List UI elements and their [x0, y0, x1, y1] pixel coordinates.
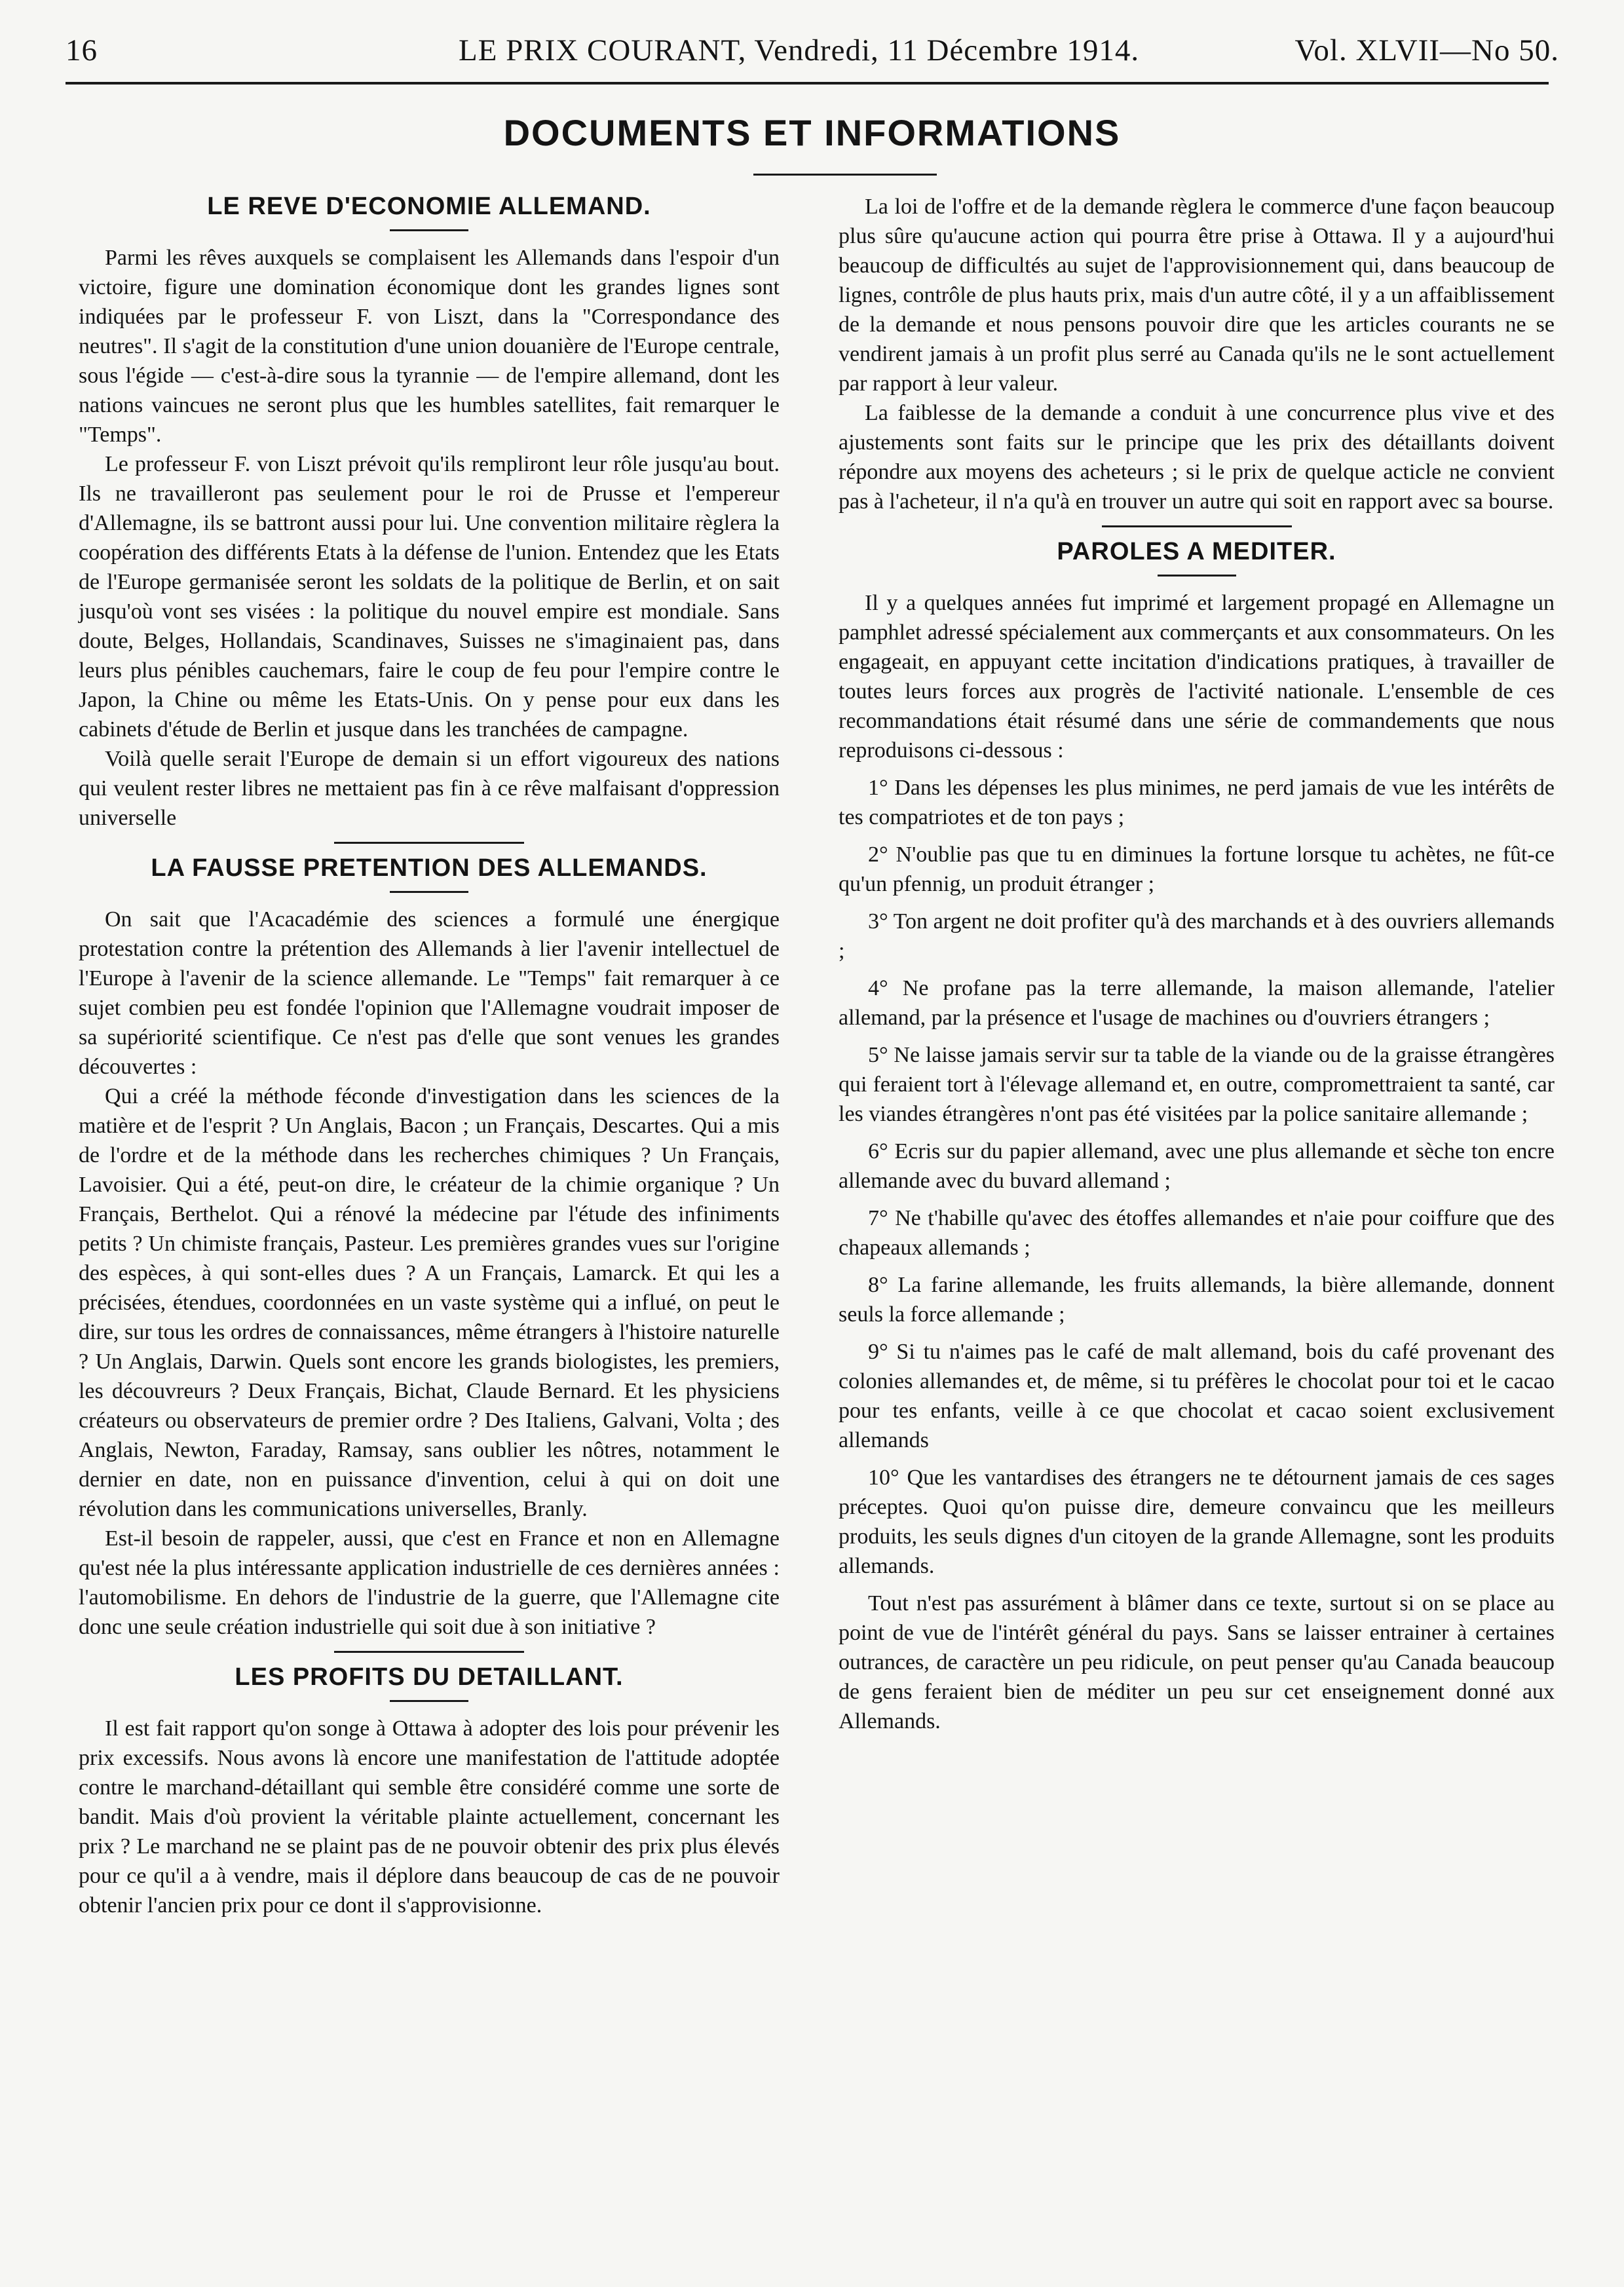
- commandment-item: 4° Ne profane pas la terre allemande, la maison allemande, l'atelier allemand, par la présence et l'usage de machines ou d'ouvriers étrangers ;: [839, 976, 1555, 1030]
- page-number: 16: [66, 33, 98, 67]
- commandment-item: 8° La farine allemande, les fruits allemands, la bière allemande, donnent seuls la force allemande ;: [839, 1273, 1555, 1327]
- article-paragraph: Qui a créé la méthode féconde d'investigation dans les sciences de la matière et de l'esprit ? Un Anglais, Bacon ; un Français, Descartes. Qui a mis de l'ordre et de la méthode dans les recherches chimiques ? Un Français, Lavoisier. Qui a été, peut-on dire, le créateur de la chimie organique ? Un Français, Berthelot. Qui a rénové la médecine par l'étude des infiniments petits ? Un chimiste français, Pasteur. Les premières grandes vues sur l'origine des espèces, à qui sont-elles dues ? A un Français, Lamarck. Et qui les a précisées, étendues, coordonnées en un vaste système qui a influé, on peut le dire, sur tous les ordres de connaissances, même étrangers à l'histoire naturelle ? Un Anglais, Darwin. Quels sont encore les grands biologistes, les premiers, les découvreurs ? Deux Français, Bichat, Claude Bernard. Et les physiciens créateurs ou observateurs de premier ordre ? Des Italiens, Galvani, Volta ; des Anglais, Newton, Faraday, Ramsay, sans oublier les nôtres, notamment le dernier en date, non en puissance d'invention, celui à qui on doit une révolution dans les communications universelles, Branly.: [79, 1084, 780, 1521]
- article-paragraph: Il y a quelques années fut imprimé et largement propagé en Allemagne un pamphlet adressé spécialement aux commerçants et aux consommateurs. On les engageait, en appuyant cette incitation d'indications pratiques, à travailler de toutes leurs forces aux progrès de l'activité nationale. L'ensemble de ces recommandations était résumé dans une série de commandements que nous reproduisons ci-dessous :: [839, 591, 1555, 763]
- article-heading: LES PROFITS DU DETAILLANT.: [235, 1663, 624, 1691]
- volume-number: Vol. XLVII—No 50.: [1294, 33, 1559, 67]
- running-head: [66, 33, 1559, 79]
- commandment-item: 1° Dans les dépenses les plus minimes, ne perd jamais de vue les intérêts de tes compatriotes et de ton pays ;: [839, 776, 1555, 829]
- article-separator: [334, 1651, 524, 1653]
- article-paragraph: Le professeur F. von Liszt prévoit qu'ils rempliront leur rôle jusqu'au bout. Ils ne travailleront pas seulement pour le roi de Prusse et l'empereur d'Allemagne, ils se battront aussi pour lui. Une convention militaire règlera la coopération des différents Etats à la défense de l'union. Entendez que les Etats de l'Europe germanisée seront les soldats de la politique de Berlin, et on sait jusqu'où vont ses visées : la politique du nouvel empire est mondiale. Sans doute, Belges, Hollandais, Scandinaves, Suisses ne s'imaginaient pas, dans leurs plus pénibles cauchemars, faire le coup de feu pour l'empire contre le Japon, la Chine ou même les Etats-Unis. On y pense pour eux dans les cabinets d'étude de Berlin et jusque dans les tranchées de campagne.: [79, 452, 780, 742]
- commandment-item: 2° N'oublie pas que tu en diminues la fortune lorsque tu achètes, ne fût-ce qu'un pfennig, un produit étranger ;: [839, 842, 1555, 896]
- heading-rule: [390, 891, 468, 893]
- journal-dateline: LE PRIX COURANT, Vendredi, 11 Décembre 1914.: [459, 33, 1140, 67]
- article-paragraph: On sait que l'Acacadémie des sciences a formulé une énergique protestation contre la prétention des Allemands à lier l'avenir intellectuel de l'Europe à l'avenir de la science allemande. Le "Temps" fait remarquer à ce sujet combien peu est fondée l'opinion que l'Allemagne voudrait imposer de sa supériorité scientifique. Ce n'est pas d'elle que sont venues les grandes découvertes :: [79, 907, 780, 1079]
- article-paragraph: Parmi les rêves auxquels se complaisent les Allemands dans l'espoir d'un victoire, figure une domination économique dont les grandes lignes sont indiquées par le professeur F. von Liszt, dans la "Correspondance des neutres". Il s'agit de la constitution d'une union douanière de l'Europe centrale, sous l'égide — c'est-à-dire sous la tyrannie — de l'empire allemand, dont les nations vaincues ne seront plus que les humbles satellites, fait remarquer le "Temps".: [79, 246, 780, 447]
- title-rule: [753, 174, 937, 176]
- article-heading: LA FAUSSE PRETENTION DES ALLEMANDS.: [151, 854, 708, 882]
- right-column: [839, 192, 1555, 1736]
- page-title: DOCUMENTS ET INFORMATIONS: [503, 112, 1121, 153]
- header-rule: [66, 82, 1549, 85]
- article-separator: [334, 842, 524, 844]
- left-column: [79, 190, 780, 1920]
- article-paragraph: Il est fait rapport qu'on songe à Ottawa à adopter des lois pour prévenir les prix excessifs. Nous avons là encore une manifestation de l'attitude adoptée contre le marchand-détaillant qui semble être considéré comme une sorte de bandit. Mais d'où provient la véritable plainte actuellement, concernant les prix ? Le marchand ne se plaint pas de ne pouvoir obtenir des prix plus élevés pour ce qu'il a à vendre, mais il déplore dans beaucoup de cas de ne pouvoir obtenir l'ancien prix pour ce dont il s'approvisionne.: [79, 1716, 780, 1918]
- commandment-item: 3° Ton argent ne doit profiter qu'à des marchands et à des ouvriers allemands ;: [839, 909, 1555, 963]
- heading-rule: [390, 229, 468, 231]
- article-paragraph: Est-il besoin de rappeler, aussi, que c'est en France et non en Allemagne qu'est née la plus intéressante application industrielle de ces dernières années : l'automobilisme. En dehors de l'industrie de la guerre, que l'Allemagne cite donc une seule création industrielle qui soit due à son initiative ?: [79, 1526, 780, 1639]
- article-paragraph: La faiblesse de la demande a conduit à une concurrence plus vive et des ajustements sont faits sur le principe que les prix des détaillants doivent répondre aux moyens des acheteurs ; si le prix de quelque acticle ne convient pas à l'acheteur, il n'a qu'à en trouver un autre qui soit en rapport avec sa bourse.: [839, 401, 1555, 514]
- article-paragraph: Tout n'est pas assurément à blâmer dans ce texte, surtout si on se place au point de vue de l'intérêt général du pays. Sans se laisser entrainer à certaines outrances, de caractère un peu ridicule, on peut penser qu'au Canada beaucoup de gens feraient bien de méditer un peu sur cet enseignement donné aux Allemands.: [839, 1591, 1555, 1733]
- article-paragraph: Voilà quelle serait l'Europe de demain si un effort vigoureux des nations qui veulent rester libres ne mettaient pas fin à ce rêve malfaisant d'oppression universelle: [79, 747, 780, 830]
- article-paragraph: La loi de l'offre et de la demande règlera le commerce d'une façon beaucoup plus sûre qu'aucune action qui pourra être prise à Ottawa. Il y a aujourd'hui beaucoup de difficultés au sujet de l'approvisionnement qui, dans beaucoup de lignes, contrôle de plus hauts prix, mais d'un autre côté, il y a un affaiblissement de la demande et nous pensons pouvoir dire que les articles courants ne se vendirent jamais à un profit plus serré au Canada qu'ils ne le sont actuellement par rapport à leur valeur.: [839, 195, 1555, 396]
- article-heading: PAROLES A MEDITER.: [1057, 538, 1336, 565]
- commandment-item: 9° Si tu n'aimes pas le café de malt allemand, bois du café provenant des colonies allemandes et, de même, si tu préfères le chocolat pour toi et le cacao pour tes enfants, veille à ce que chocolat et cacao soient exclusivement allemands: [839, 1340, 1555, 1452]
- commandment-item: 7° Ne t'habille qu'avec des étoffes allemandes et n'aie pour coiffure que des chapeaux allemands ;: [839, 1206, 1555, 1260]
- article-heading: LE REVE D'ECONOMIE ALLEMAND.: [207, 193, 651, 220]
- commandment-item: 5° Ne laisse jamais servir sur ta table de la viande ou de la graisse étrangères qui feraient tort à l'élevage allemand et, en outre, compromettraient ta santé, car les viandes étrangères n'ont pas été visitées par la police sanitaire allemande ;: [839, 1043, 1555, 1126]
- article-separator: [1102, 525, 1292, 527]
- heading-rule: [1158, 575, 1236, 576]
- commandment-item: 10° Que les vantardises des étrangers ne te détournent jamais de ces sages préceptes. Quoi qu'on puisse dire, demeure convaincu que les meilleurs produits, les seuls dignes d'un citoyen de la grande Allemagne, sont les produits allemands.: [839, 1465, 1555, 1578]
- heading-rule: [390, 1700, 468, 1702]
- commandment-item: 6° Ecris sur du papier allemand, avec une plus allemande et sèche ton encre allemande avec du buvard allemand ;: [839, 1139, 1555, 1193]
